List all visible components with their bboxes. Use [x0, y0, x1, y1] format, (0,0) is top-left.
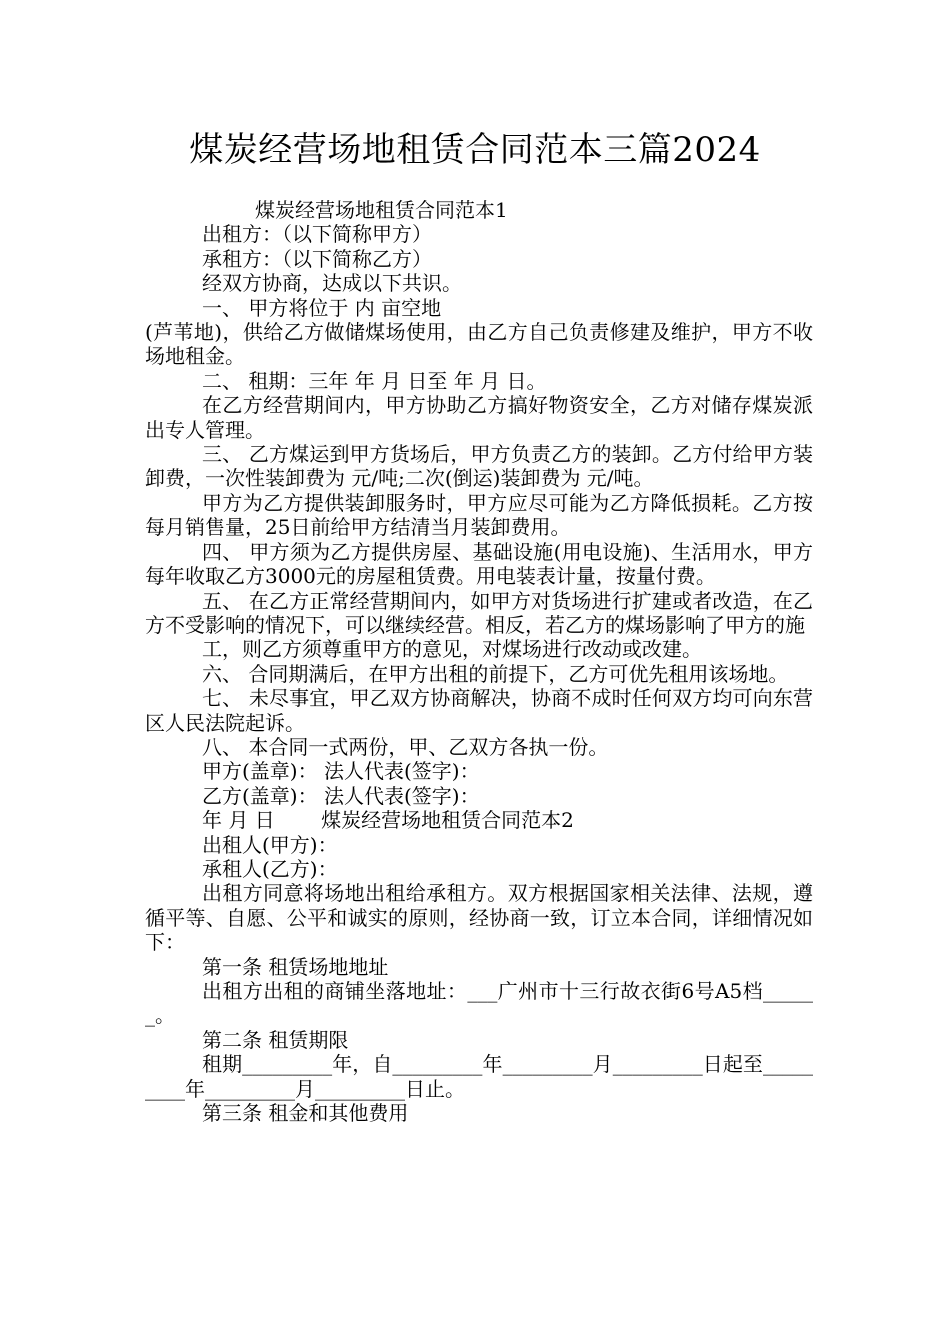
section-heading-1: 煤炭经营场地租赁合同范本1 — [255, 198, 508, 222]
paragraph: 出租方出租的商铺坐落地址：___广州市十三行故衣街6号A5档______。 — [145, 979, 813, 1028]
article-3-heading: 第三条 租金和其他费用 — [202, 1101, 409, 1126]
lessee-line: 承租方：（以下简称乙方） — [202, 246, 432, 271]
article-1-heading: 第一条 租赁场地地址 — [202, 954, 389, 979]
paragraph: 经双方协商，达成以下共识。 — [202, 271, 462, 296]
lessor-line: 出租方：（以下简称甲方） — [202, 222, 432, 247]
article-2-heading: 第二条 租赁期限 — [202, 1027, 349, 1052]
paragraph: (芦苇地)，供给乙方做储煤场使用，由乙方自己负责修建及维护，甲方不收场地租金。 — [145, 320, 813, 369]
paragraph: 工，则乙方须尊重甲方的意见，对煤场进行改动或改建。 — [202, 637, 702, 662]
clause-3: 三、 乙方煤运到甲方货场后，甲方负责乙方的装卸。乙方付给甲方装卸费，一次性装卸费为 元/吨;二次(倒运)装卸费为 元/吨。 — [145, 442, 813, 491]
paragraph: 甲方为乙方提供装卸服务时，甲方应尽可能为乙方降低损耗。乙方按每月销售量，25日前给甲方结清当月装卸费用。 — [145, 490, 813, 540]
clause-4: 四、 甲方须为乙方提供房屋、基础设施(用电设施)、生活用水，甲方每年收取乙方3000元的房屋租赁费。用电装表计量，按量付费。 — [145, 539, 813, 589]
clause-5: 五、 在乙方正常经营期间内，如甲方对货场进行扩建或者改造，在乙方不受影响的情况下，可以继续经营。相反，若乙方的煤场影响了甲方的施 — [145, 588, 813, 637]
lessee-line-2: 承租人(乙方)： — [202, 856, 338, 881]
clause-2: 二、 租期：三年 年 月 日至 年 月 日。 — [202, 368, 547, 393]
clause-6: 六、 合同期满后，在甲方出租的前提下，乙方可优先租用该场地。 — [202, 661, 789, 686]
date-and-section-heading-2: 年 月 日 煤炭经营场地租赁合同范本2 — [202, 808, 574, 833]
clause-8: 八、 本合同一式两份，甲、乙双方各执一份。 — [202, 734, 609, 759]
paragraph: 租期_________年，自_________年_________月_________日起至_________年_________月_________日止。 — [145, 1052, 813, 1101]
document-title: 煤炭经营场地租赁合同范本三篇2024 — [189, 130, 761, 170]
signature-line-a: 甲方(盖章)： 法人代表(签字)： — [202, 759, 480, 784]
clause-7: 七、 未尽事宜，甲乙双方协商解决，协商不成时任何双方均可向东营区人民法院起诉。 — [145, 686, 813, 735]
signature-line-b: 乙方(盖章)： 法人代表(签字)： — [202, 783, 480, 808]
paragraph: 出租方同意将场地出租给承租方。双方根据国家相关法律、法规，遵循平等、自愿、公平和诚实的原则，经协商一致，订立本合同，详细情况如下： — [145, 881, 813, 955]
lessor-line-2: 出租人(甲方)： — [202, 832, 338, 857]
paragraph: 在乙方经营期间内，甲方协助乙方搞好物资安全，乙方对储存煤炭派出专人管理。 — [145, 393, 813, 442]
clause-1: 一、 甲方将位于 内 亩空地 — [202, 295, 442, 320]
document-body — [145, 198, 813, 1125]
